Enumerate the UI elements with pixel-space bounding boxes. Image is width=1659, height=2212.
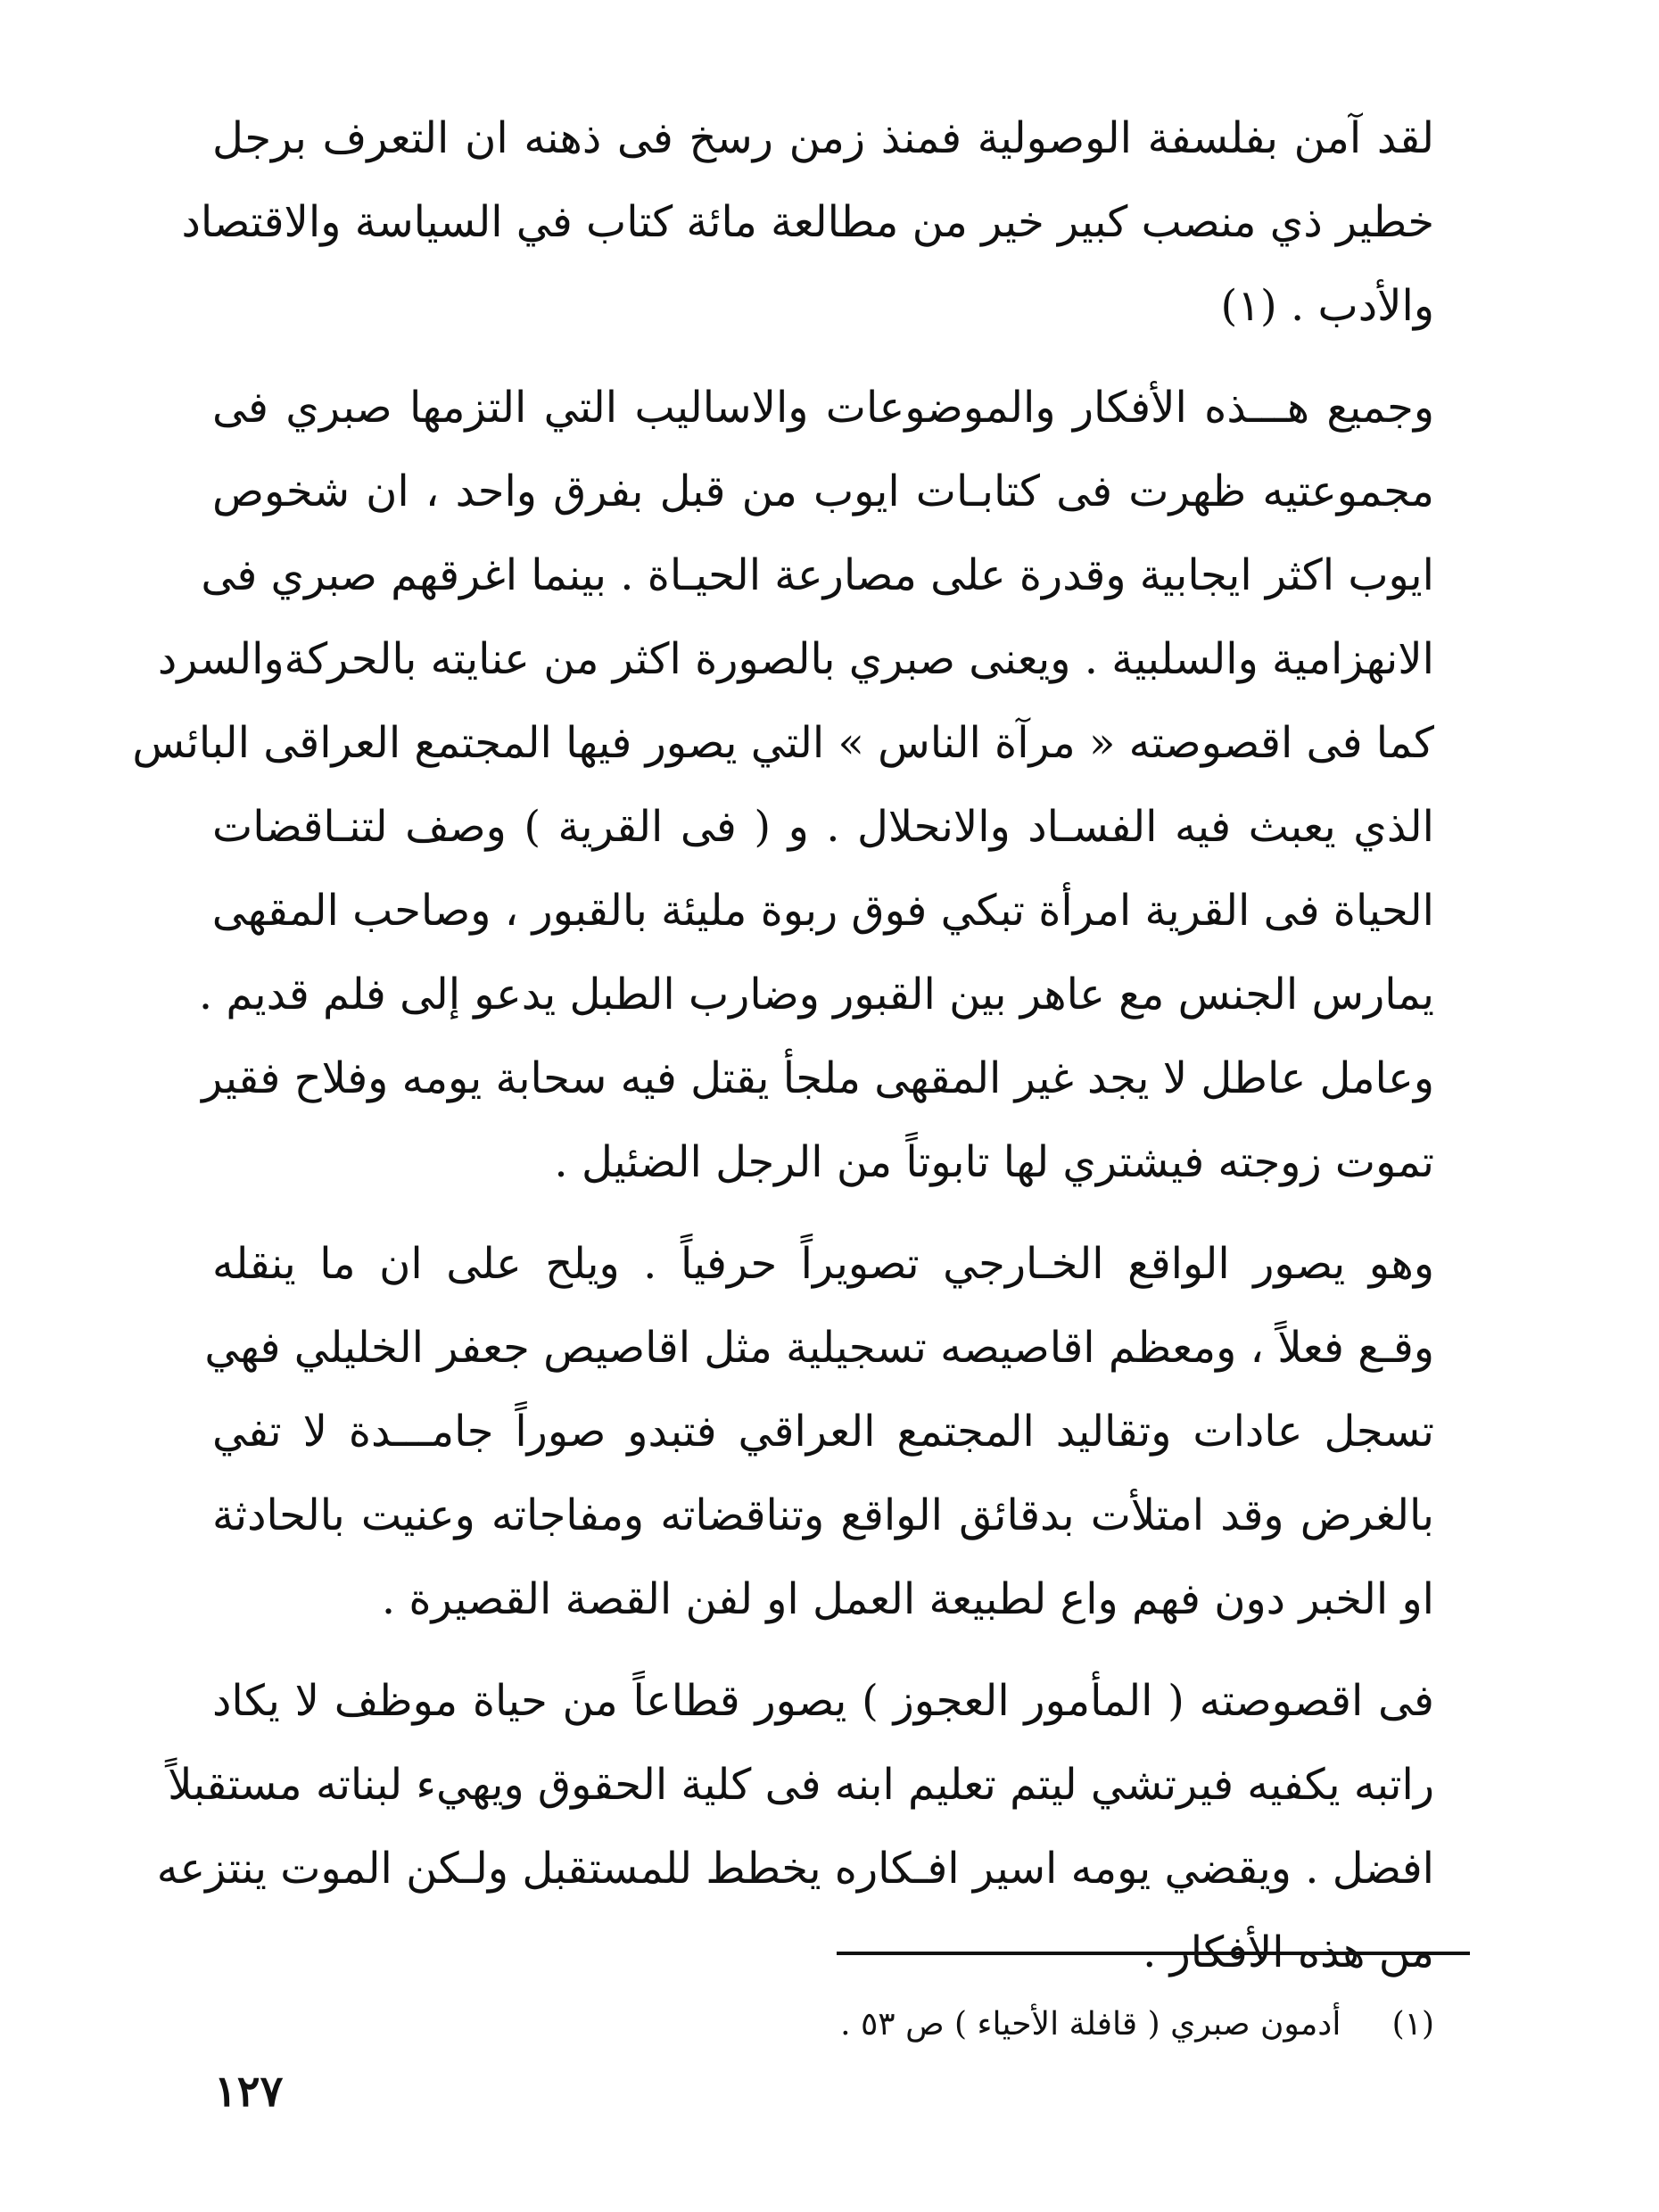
text-line: خطير ذي منصب كبير خير من مطالعة مائة كتاب في السياسة والاقتصاد	[181, 197, 1434, 247]
paragraph-1	[181, 96, 1434, 348]
text-line: وهو يصور الواقع الخـارجي تصويراً حرفياً . ويلح على ان ما ينقله	[212, 1239, 1434, 1289]
text-line: بالغرض وقد امتلأت بدقائق الواقع وتناقضاته ومفاجاته وعنيت بالحادثة	[212, 1490, 1434, 1540]
text-line: فى اقصوصته ( المأمور العجوز ) يصور قطاعاً من حياة موظف لا يكاد	[212, 1676, 1434, 1726]
text-line: وجميع هـــذه الأفكار والموضوعات والاساليب التي التزمها صبري فى	[212, 383, 1434, 433]
text-line: وقـع فعلاً ، ومعظم اقاصيصه تسجيلية مثل اقاصيص جعفر الخليلي فهي	[204, 1323, 1434, 1373]
paragraph-4	[156, 1659, 1434, 1994]
text-line: وعامل عاطل لا يجد غير المقهى ملجأ يقتل فيه سحابة يومه وفلاح فقير	[202, 1053, 1434, 1103]
footnote-text: أدمون صبري ( قافلة الأحياء ) ص ٥٣ .	[840, 2006, 1341, 2043]
paragraph-2	[132, 366, 1434, 1204]
page-number: ١٢٧	[214, 2067, 284, 2117]
text-line: مجموعتيه ظهرت فى كتابـات ايوب من قبل بفرق واحد ، ان شخوص	[212, 466, 1434, 516]
text-line: افضل . ويقضي يومه اسير افـكاره يخطط للمستقبل ولـكن الموت ينتزعه	[156, 1844, 1434, 1894]
text-line: راتبه يكفيه فيرتشي ليتم تعليم ابنه فى كلية الحقوق ويهيء لبناته مستقبلاً	[168, 1760, 1434, 1810]
text-line: الذي يعبث فيه الفسـاد والانحلال . و ( فى القرية ) وصف لتنـاقضات	[212, 802, 1434, 852]
text-line: ايوب اكثر ايجابية وقدرة على مصارعة الحيـاة . بينما اغرقهم صبري فى	[201, 550, 1434, 600]
footnote-divider	[837, 1952, 1470, 1955]
text-line: تموت زوجته فيشتري لها تابوتاً من الرجل الضئيل .	[554, 1137, 1434, 1187]
text-line: كما فى اقصوصته « مرآة الناس » التي يصور فيها المجتمع العراقى البائس	[132, 718, 1434, 768]
paragraph-3	[204, 1222, 1434, 1641]
text-line: يمارس الجنس مع عاهر بين القبور وضارب الطبل يدعو إلى فلم قديم .	[198, 970, 1434, 1019]
footnote-marker: (١)	[1391, 2006, 1434, 2043]
text-line: من هذه الأفكار .	[1143, 1927, 1434, 1977]
text-line: الانهزامية والسلبية . ويعنى صبري بالصورة اكثر من عنايته بالحركةوالسرد	[157, 634, 1434, 684]
text-line: والأدب . (١)	[1220, 281, 1434, 331]
text-line: لقد آمن بفلسفة الوصولية فمنذ زمن رسخ فى ذهنه ان التعرف برجل	[212, 113, 1434, 163]
body-text	[132, 96, 1434, 2012]
footnote	[803, 1998, 1434, 2051]
text-line: تسجل عادات وتقاليد المجتمع العراقي فتبدو صوراً جامـــدة لا تفي	[212, 1407, 1434, 1457]
text-line: الحياة فى القرية امرأة تبكي فوق ربوة مليئة بالقبور ، وصاحب المقهى	[211, 886, 1434, 936]
text-line: او الخبر دون فهم واع لطبيعة العمل او لفن القصة القصيرة .	[381, 1574, 1434, 1624]
